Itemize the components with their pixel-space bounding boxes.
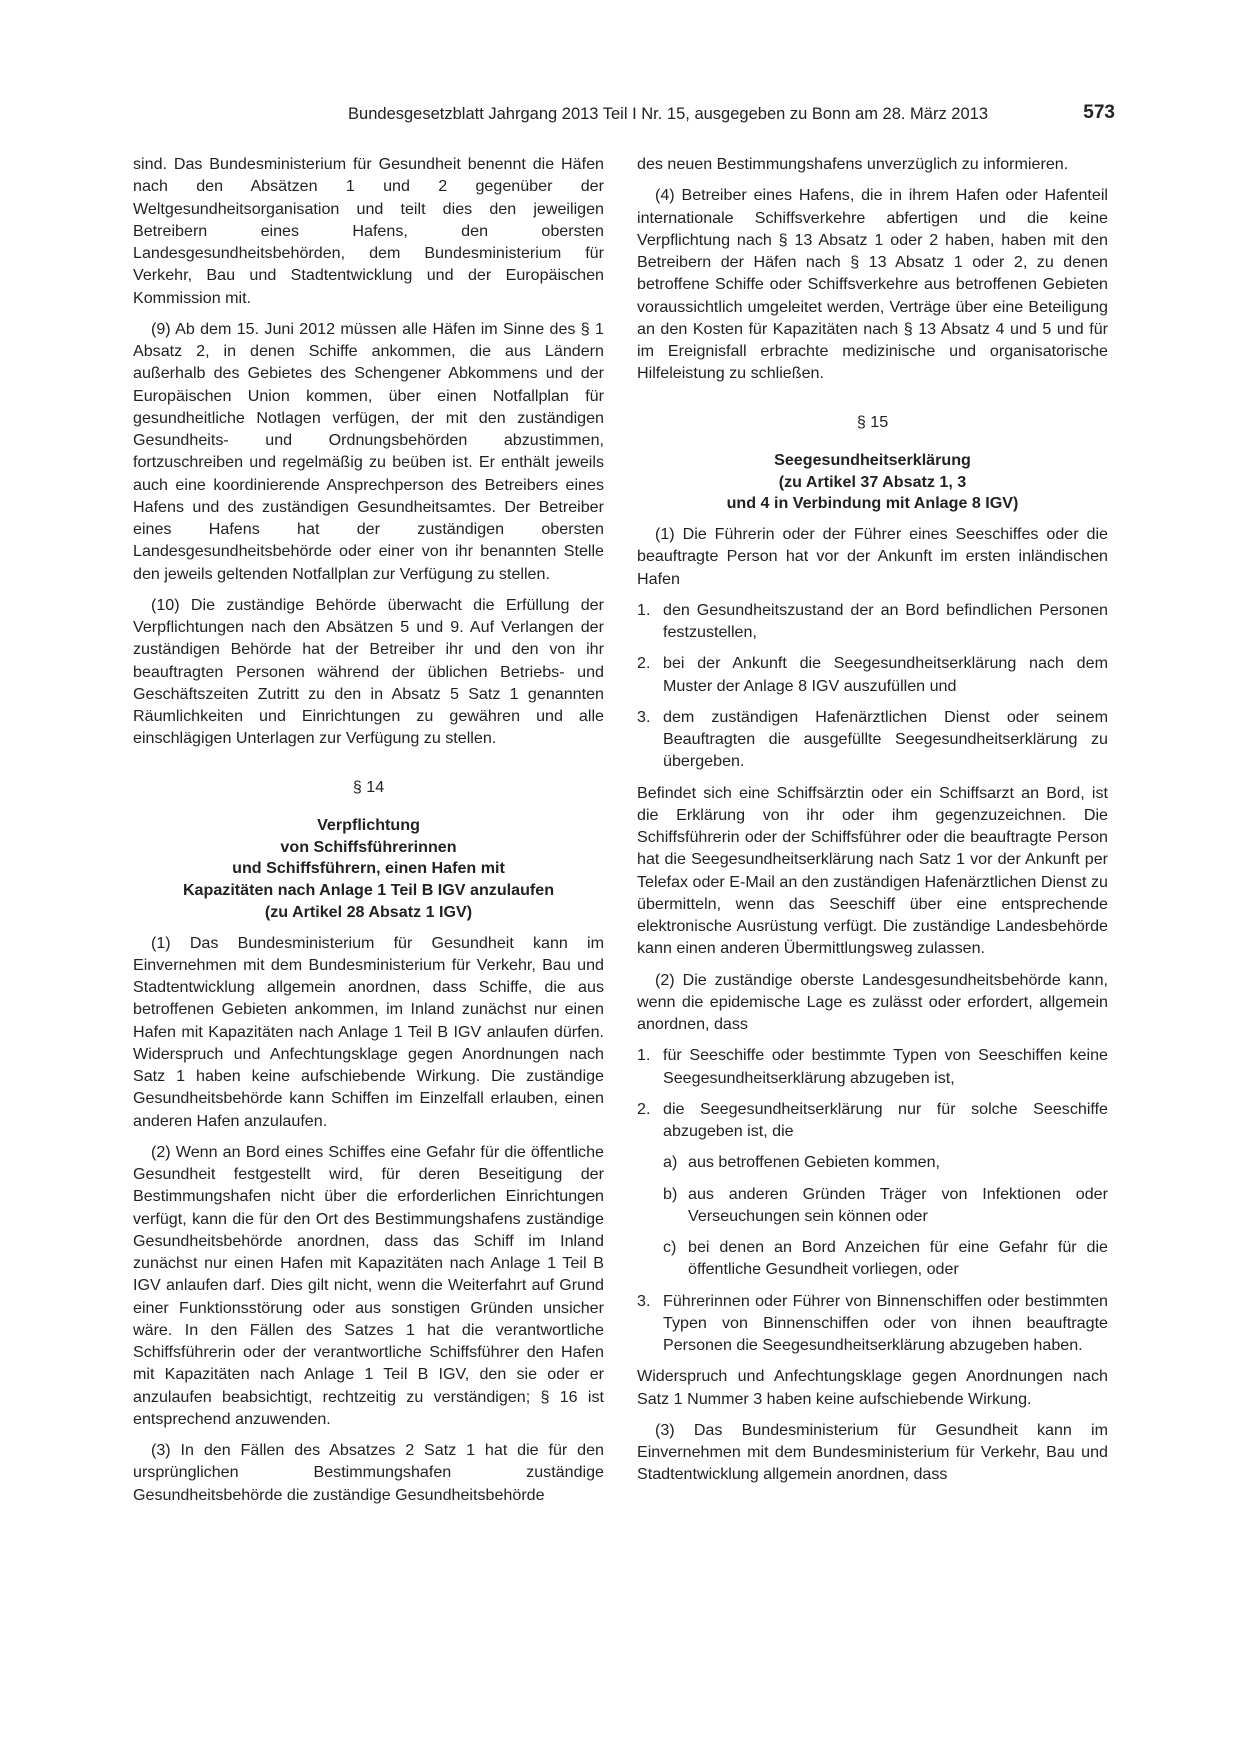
section-title-line: und Schiffsführern, einen Hafen mit (232, 859, 505, 878)
list-number: 2. (637, 1099, 651, 1118)
list-item (637, 1098, 1108, 1143)
sub-list (663, 1151, 1108, 1280)
page-header (0, 103, 1241, 129)
sub-list-letter: b) (663, 1184, 678, 1203)
paragraph: (2) Wenn an Bord eines Schiffes eine Gefahr für die öffentliche Gesundheit festgestellt wird, für deren Beseitigung der Bestimmungshafen nicht über die erforderlichen Einrichtungen verfügt, kann die für den Ort des Bestimmungshafens zuständige Gesundheitsbehörde anordnen, dass das Schiff im Inland zunächst nur einen Hafen mit Kapazitäten nach Anlage 1 Teil B IGV anlaufen darf. Dies gilt nicht, wenn die Weiterfahrt auf Grund einer Funktionsstörung oder aus sonstigen Gründen unsicher wäre. In den Fällen des Satzes 1 hat die verantwortliche Schiffsführerin oder der verantwortliche Schiffsführer den Hafen mit Kapazitäten nach Anlage 1 Teil B IGV, den sie oder er anzulaufen beabsichtigt, rechtzeitig zu verständigen; § 16 ist entsprechend anzuwenden. (133, 1142, 604, 1428)
right-column (637, 153, 1108, 1495)
list-text: für Seeschiffe oder bestimmte Typen von Seeschiffen keine Seegesundheitserklärung abzugeben ist, (663, 1046, 1108, 1087)
paragraph: Befindet sich eine Schiffsärztin oder ein Schiffsarzt an Bord, ist die Erklärung von ihr oder ihm gegenzuzeichnen. Die Schiffsführerin oder der Schiffsführer oder die beauftragte Person hat die Seegesundheitserklärung nach Satz 1 vor der Ankunft per Telefax oder E-Mail an den zuständigen Hafenärztlichen Dienst zu übermitteln, wenn das Seeschiff über eine entsprechende elektronische Ausrüstung verfügt. Die zuständige Landesbehörde kann einen anderen Übermittlungsweg zulassen. (637, 783, 1108, 958)
paragraph: des neuen Bestimmungshafens unverzüglich zu informieren. (637, 155, 1069, 173)
section-title-line: von Schiffsführerinnen (280, 837, 457, 856)
list-number: 1. (637, 600, 651, 619)
sub-list-item (663, 1236, 1108, 1281)
list-item (637, 599, 1108, 644)
paragraph: sind. Das Bundesministerium für Gesundheit benennt die Häfen nach den Absätzen 1 und 2 gegenüber der Weltgesundheitsorganisation und teilt dies den jeweiligen Betreibern eines Hafens, den obersten Landesgesundheitsbehörden, dem Bundesministerium für Verkehr, Bau und Stadtentwicklung und der Europäischen Kommission mit. (133, 155, 604, 307)
list-item (637, 706, 1108, 773)
paragraph: (3) Das Bundesministerium für Gesundheit kann im Einvernehmen mit dem Bundesministerium für Verkehr, Bau und Stadtentwicklung allgemein anordnen, dass (637, 1420, 1108, 1484)
list-number: 3. (637, 1291, 651, 1310)
running-head: Bundesgesetzblatt Jahrgang 2013 Teil I Nr. 15, ausgegeben zu Bonn am 28. März 2013 (348, 105, 988, 123)
list-item (637, 1290, 1108, 1357)
paragraph: (1) Die Führerin oder der Führer eines Seeschiffes oder die beauftragte Person hat vor der Ankunft im ersten inländischen Hafen (637, 525, 1108, 588)
section-number: § 14 (352, 777, 385, 796)
section-title (133, 815, 604, 924)
list-number: 1. (637, 1046, 651, 1065)
list-text: den Gesundheitszustand der an Bord befindlichen Personen festzustellen, (663, 600, 1108, 642)
list-text: dem zuständigen Hafenärztlichen Dienst oder seinem Beauftragten die ausgefüllte Seegesundheitserklärung zu übergeben. (663, 707, 1108, 771)
paragraph: (1) Das Bundesministerium für Gesundheit kann im Einvernehmen mit dem Bundesministerium für Verkehr, Bau und Stadtentwicklung allgemein anordnen, dass Schiffe, die aus betroffenen Gebieten ankommen, im Inland zunächst nur einen Hafen mit Kapazitäten nach Anlage 1 Teil B IGV anlaufen dürfen. Widerspruch und Anfechtungsklage gegen Anordnungen nach Satz 1 haben keine aufschiebende Wirkung. Die zuständige Gesundheitsbehörde kann Schiffen im Einzelfall erlauben, einen anderen Hafen anzulaufen. (133, 933, 604, 1130)
paragraph: (9) Ab dem 15. Juni 2012 müssen alle Häfen im Sinne des § 1 Absatz 2, in denen Schiffe ankommen, die aus Ländern außerhalb des Gebietes des Schengener Abkommens und der Europäischen Union kommen, über einen Notfallplan für gesundheitliche Notlagen verfügen, der mit den zuständigen Gesundheits- und Ordnungsbehörden abzustimmen, fortzuschreiben und regelmäßig zu beüben ist. Er enthält jeweils auch eine koordinierende Ansprechperson des Betreibers eines Hafens und des zuständigen Gesundheitsamtes. Der Betreiber eines Hafens hat der zuständigen obersten Landesgesundheitsbehörde oder einer von ihr benannten Stelle den jeweils geltenden Notfallplan zur Verfügung zu stellen. (133, 319, 604, 583)
paragraph: (10) Die zuständige Behörde überwacht die Erfüllung der Verpflichtungen nach den Absätzen 5 und 9. Auf Verlangen der zuständigen Behörde hat der Betreiber ihr und den von ihr beauftragten Personen während der üblichen Betriebs- und Geschäftszeiten Zutritt zu den in Absatz 5 Satz 1 genannten Räumlichkeiten und Einrichtungen zu gewähren und alle einschlägigen Unterlagen zur Verfügung zu stellen. (133, 595, 604, 748)
sub-list-item (663, 1151, 1108, 1173)
list-text: die Seegesundheitserklärung nur für solche Seeschiffe abzugeben ist, die (663, 1099, 1108, 1141)
list-number: 3. (637, 707, 651, 726)
section-title-line: Kapazitäten nach Anlage 1 Teil B IGV anzulaufen (182, 881, 555, 900)
sub-list-text: bei denen an Bord Anzeichen für eine Gefahr für die öffentliche Gesundheit vorliegen, oder (688, 1238, 1108, 1279)
list-text: Führerinnen oder Führer von Binnenschiffen oder bestimmten Typen von Binnenschiffen oder von ihnen beauftragte Personen die Seegesundheitserklärung abzugeben haben. (663, 1291, 1108, 1355)
section-title-line: (zu Artikel 37 Absatz 1, 3 (778, 472, 967, 491)
list-text: bei der Ankunft die Seegesundheitserklärung nach dem Muster der Anlage 8 IGV auszufüllen und (663, 654, 1108, 695)
page-number: 573 (1083, 102, 1115, 123)
section-title-line: Seegesundheitserklärung (774, 450, 971, 469)
list-item (637, 652, 1108, 697)
sub-list-text: aus anderen Gründen Träger von Infektionen oder Verseuchungen sein können oder (688, 1184, 1108, 1225)
paragraph: Widerspruch und Anfechtungsklage gegen Anordnungen nach Satz 1 Nummer 3 haben keine aufschiebende Wirkung. (637, 1367, 1108, 1408)
sub-list-letter: a) (663, 1153, 678, 1172)
sub-list-letter: c) (663, 1238, 677, 1257)
sub-list-text: aus betroffenen Gebieten kommen, (688, 1153, 940, 1172)
list-item (637, 1044, 1108, 1089)
section-title-line: (zu Artikel 28 Absatz 1 IGV) (264, 902, 473, 921)
section-title-line: und 4 in Verbindung mit Anlage 8 IGV) (726, 494, 1019, 513)
left-column (133, 153, 604, 1515)
paragraph: (3) In den Fällen des Absatzes 2 Satz 1 hat die für den ursprünglichen Bestimmungshafen zuständige Gesundheitsbehörde die zuständige Gesundheitsbehörde (133, 1441, 604, 1504)
section-title (637, 450, 1108, 515)
section-number: § 15 (856, 412, 889, 431)
sub-list-item (663, 1183, 1108, 1228)
section-title-line: Verpflichtung (317, 815, 420, 834)
paragraph: (4) Betreiber eines Hafens, die in ihrem Hafen oder Hafenteil internationale Schiffsverkehre abfertigen und die keine Verpflichtung nach § 13 Absatz 1 oder 2 haben, haben mit den Betreibern der Häfen nach § 13 Absatz 1 oder 2, zu denen betroffene Schiffe oder Schiffsverkehre aus betroffenen Gebieten voraussichtlich umgeleitet werden, Verträge über eine Beteiligung an den Kosten für Kapazitäten nach § 13 Absatz 4 und 5 und für im Ereignisfall erbrachte medizinische und organisatorische Hilfeleistung zu schließen. (637, 186, 1108, 383)
paragraph: (2) Die zuständige oberste Landesgesundheitsbehörde kann, wenn die epidemische Lage es zulässt oder erfordert, allgemein anordnen, dass (637, 970, 1108, 1034)
list-number: 2. (637, 654, 651, 673)
